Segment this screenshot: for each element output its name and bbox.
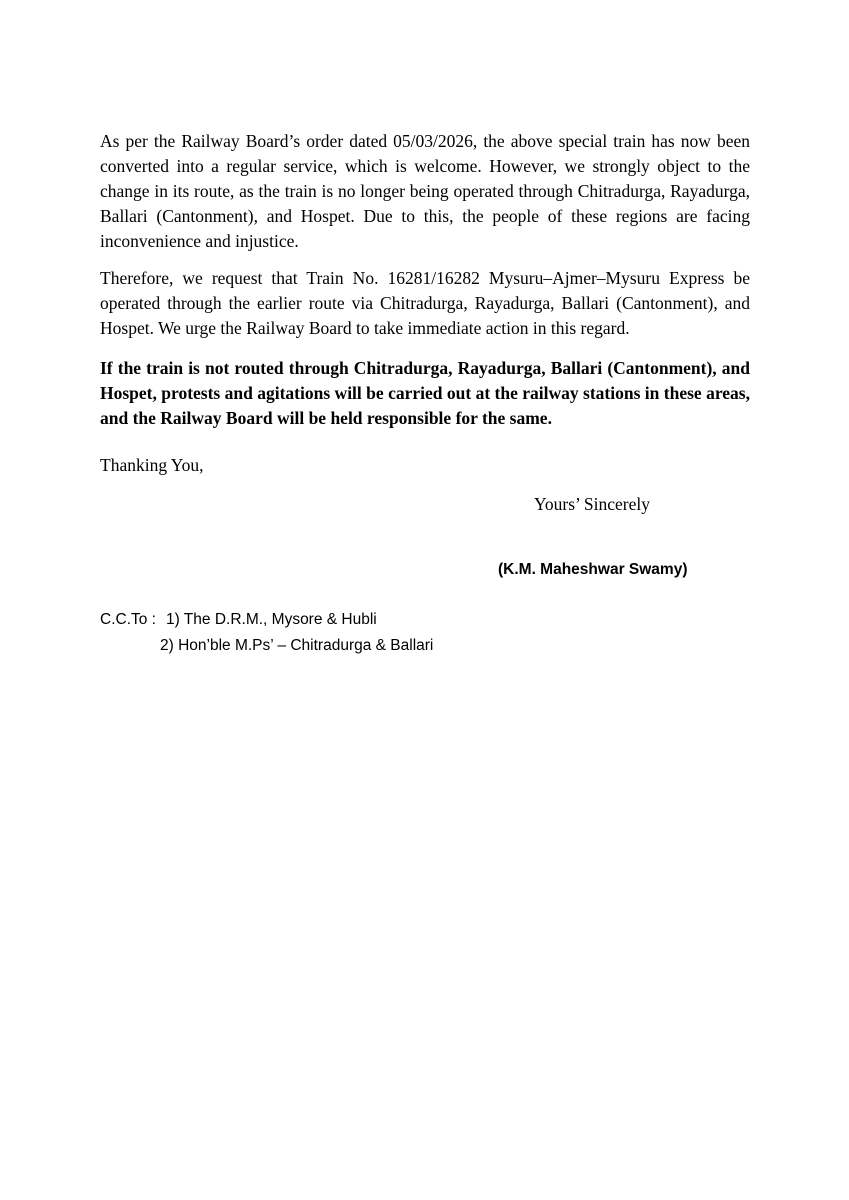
body-paragraph-request: Therefore, we request that Train No. 16281/16282 Mysuru–Ajmer–Mysuru Express be operated through the earlier route via Chitradurga, Rayadurga, Ballari (Cantonment), and Hospet. We urge the Railway Board to take immediate action in this regard. [100,268,750,338]
body-paragraph-route-change: As per the Railway Board’s order dated 05/03/2026, the above special train has now been converted into a regular service, which is welcome. However, we strongly object to the change in its route, as the train is no longer being operated through Chitradurga, Rayadurga, Ballari (Cantonment), and Hospet. Due to this, the people of these regions are facing inconvenience and injustice. [100,131,750,251]
body-paragraph-warning: If the train is not routed through Chitradurga, Rayadurga, Ballari (Cantonment), and Hospet, protests and agitations will be carried out at the railway stations in these areas, and the Railway Board will be held responsible for the same. [100,358,750,428]
cc-label: C.C.To : [100,611,156,628]
thanks-line: Thanking You, [100,455,204,475]
cc-recipient: 2) Hon’ble M.Ps’ – Chitradurga & Ballari [160,637,434,654]
closing-salutation: Yours’ Sincerely [534,494,651,514]
signatory-name: (K.M. Maheshwar Swamy) [498,561,688,578]
cc-recipient: 1) The D.R.M., Mysore & Hubli [166,611,377,628]
